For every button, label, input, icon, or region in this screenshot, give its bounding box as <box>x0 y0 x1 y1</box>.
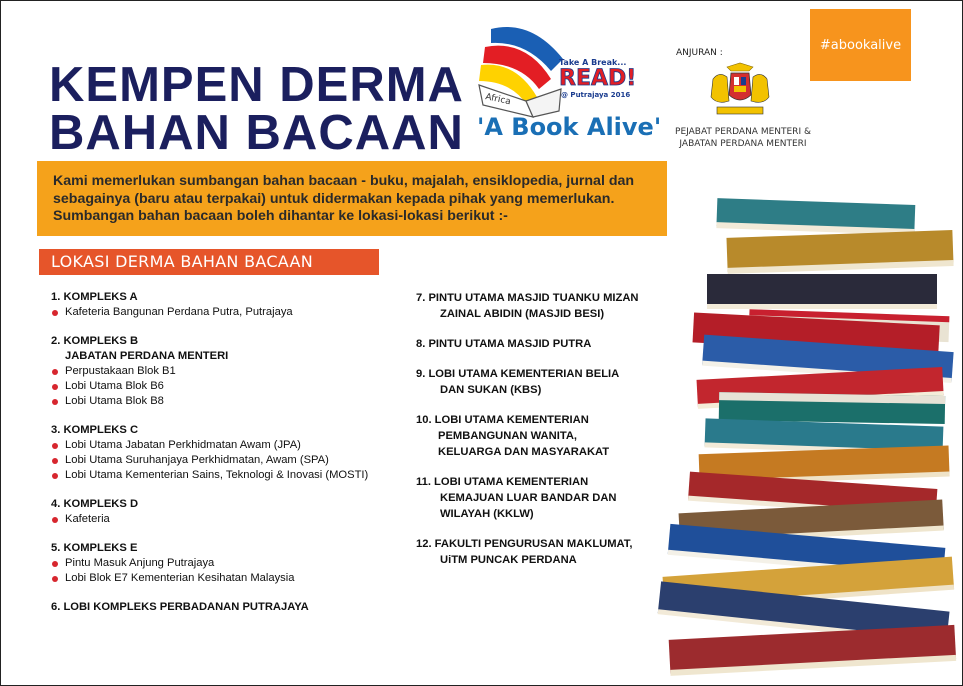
location-item: Lobi Utama Kementerian Sains, Teknologi & Inovasi (MOSTI) <box>51 468 421 483</box>
location-group <box>51 334 421 409</box>
location-item: Lobi Utama Suruhanjaya Perkhidmatan, Awam (SPA) <box>51 453 421 468</box>
location-title: 11. LOBI UTAMA KEMENTERIAN <box>416 476 589 488</box>
location-item: Kafeteria Bangunan Perdana Putra, Putrajaya <box>51 305 421 320</box>
location-group <box>51 423 421 483</box>
location-item: Kafeteria <box>51 512 421 527</box>
book-icon <box>719 392 945 424</box>
bullet-icon <box>52 561 58 567</box>
book-stack-illustration <box>649 196 959 681</box>
sponsor-label: ANJURAN : <box>676 48 723 58</box>
location-title-cont: UiTM PUNCAK PERDANA <box>440 554 577 566</box>
location-item: Lobi Utama Jabatan Perkhidmatan Awam (JPA) <box>51 438 421 453</box>
location-title-cont: DAN SUKAN (KBS) <box>440 384 542 396</box>
location-group <box>51 497 421 527</box>
location-group <box>416 290 676 322</box>
title-line-2: BAHAN BACAAN <box>49 106 464 160</box>
logo-place-text: @ Putrajaya 2016 <box>561 91 631 99</box>
location-title: 3. KOMPLEKS C <box>51 424 139 436</box>
book-icon <box>707 274 937 309</box>
location-title: 2. KOMPLEKS B <box>51 335 139 347</box>
location-group <box>416 336 676 352</box>
logo-tagline: 'A Book Alive' <box>477 113 662 141</box>
organizer-line-1: PEJABAT PERDANA MENTERI & <box>675 127 811 137</box>
bullet-icon <box>52 399 58 405</box>
bullet-icon <box>52 369 58 375</box>
intro-text: Kami memerlukan sumbangan bahan bacaan - buku, majalah, ensiklopedia, jurnal dan sebagainya (baru atau terpakai) untuk didermakan kepada pihak yang memerlukan. Sumbangan bahan bacaan boleh dihantar ke lokasi-lokasi berikut :- <box>53 173 635 224</box>
location-group <box>51 600 421 615</box>
location-group <box>416 474 676 522</box>
organizer-name <box>673 126 813 150</box>
bullet-icon <box>52 458 58 464</box>
location-item: Lobi Utama Blok B6 <box>51 379 421 394</box>
location-group <box>51 541 421 586</box>
location-title: 7. PINTU UTAMA MASJID TUANKU MIZAN <box>416 292 639 304</box>
locations-left-column <box>51 290 421 629</box>
bullet-icon <box>52 576 58 582</box>
location-title: 1. KOMPLEKS A <box>51 291 138 303</box>
bullet-icon <box>52 517 58 523</box>
location-title-cont: ZAINAL ABIDIN (MASJID BESI) <box>440 308 605 320</box>
location-title: 6. LOBI KOMPLEKS PERBADANAN PUTRAJAYA <box>51 601 309 613</box>
location-title-cont: KEMAJUAN LUAR BANDAR DAN <box>440 492 617 504</box>
location-title-cont: PEMBANGUNAN WANITA, <box>438 430 578 442</box>
logo-read-text: READ! <box>559 66 637 91</box>
location-title: 8. PINTU UTAMA MASJID PUTRA <box>416 338 592 350</box>
read-logo <box>471 19 666 159</box>
locations-right-column <box>416 290 676 582</box>
section-title: LOKASI DERMA BAHAN BACAAN <box>39 249 379 275</box>
book-icon <box>669 625 956 676</box>
location-title: 10. LOBI UTAMA KEMENTERIAN <box>416 414 589 426</box>
book-icon <box>716 198 915 235</box>
location-title-cont: WILAYAH (KKLW) <box>440 508 534 520</box>
bullet-icon <box>52 310 58 316</box>
location-title: 9. LOBI UTAMA KEMENTERIAN BELIA <box>416 368 620 380</box>
bullet-icon <box>52 384 58 390</box>
bullet-icon <box>52 443 58 449</box>
location-item: Pintu Masuk Anjung Putrajaya <box>51 556 421 571</box>
location-title: 12. FAKULTI PENGURUSAN MAKLUMAT, <box>416 538 633 550</box>
location-item: Lobi Blok E7 Kementerian Kesihatan Malaysia <box>51 571 421 586</box>
location-subtitle: JABATAN PERDANA MENTERI <box>65 350 229 362</box>
read-logo-graphic <box>471 19 666 119</box>
title-line-1: KEMPEN DERMA <box>49 58 464 112</box>
location-group <box>416 366 676 398</box>
location-item: Lobi Utama Blok B8 <box>51 394 421 409</box>
location-group <box>416 536 676 568</box>
location-group <box>416 412 676 460</box>
logo-small-text: Take A Break... <box>559 58 627 67</box>
bullet-icon <box>52 473 58 479</box>
location-item: Perpustakaan Blok B1 <box>51 364 421 379</box>
coat-of-arms-icon <box>705 61 775 121</box>
book-icon <box>726 230 953 274</box>
organizer-line-2: JABATAN PERDANA MENTERI <box>679 139 807 149</box>
logo-book-text: Africa <box>484 92 512 108</box>
location-title: 4. KOMPLEKS D <box>51 498 139 510</box>
intro-banner <box>37 161 667 236</box>
hashtag-badge: #abookalive <box>810 9 911 81</box>
location-title: 5. KOMPLEKS E <box>51 542 138 554</box>
location-group <box>51 290 421 320</box>
page-title <box>49 58 464 160</box>
location-title-cont: KELUARGA DAN MASYARAKAT <box>438 446 610 458</box>
